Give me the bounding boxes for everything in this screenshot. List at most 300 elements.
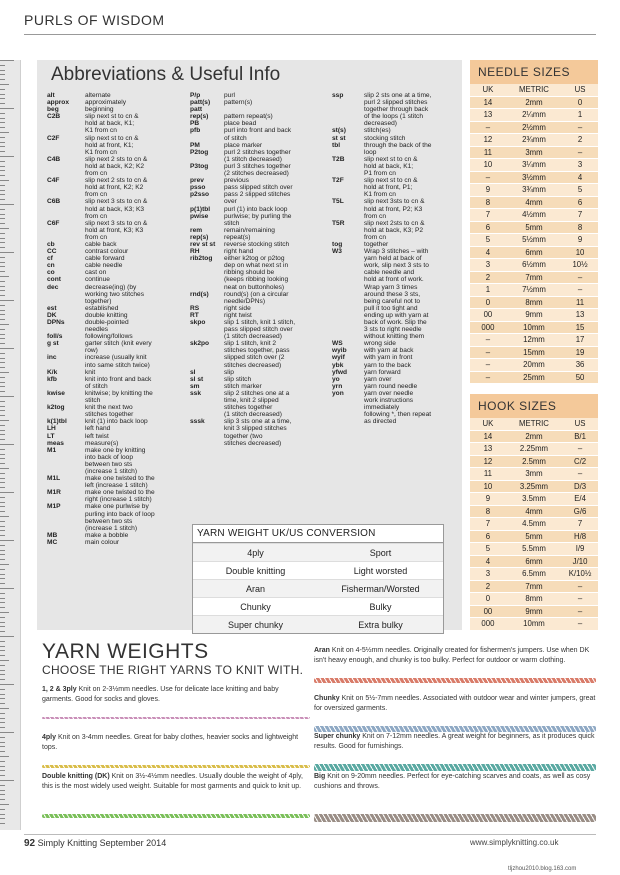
ruler-tick (0, 770, 5, 771)
abbr-term: T5L (332, 198, 344, 206)
ruler-tick (0, 70, 5, 71)
ruler-tick (0, 218, 5, 219)
abbr-entry (47, 433, 185, 440)
ruler-tick (0, 290, 5, 291)
table-row (470, 543, 598, 556)
ruler-tick (0, 569, 5, 570)
abbr-entry (47, 135, 185, 156)
page-number: 92 (24, 838, 36, 849)
column-header: US (574, 419, 586, 429)
ruler-tick (0, 358, 5, 359)
table-row (470, 493, 598, 506)
yarn-weight-description: Knit on 3-4mm needles. Great for baby clothes, heavier socks and lightweight tops. (42, 734, 299, 751)
abbr-entry (190, 149, 328, 163)
abbr-term: k(1)tbl (47, 418, 67, 426)
abbr-definition: left hand (85, 425, 111, 433)
table-cell: 2mm (525, 431, 543, 441)
table-cell: – (577, 469, 583, 479)
ruler-tick (0, 794, 5, 795)
table-row (470, 518, 598, 531)
ruler-tick (0, 506, 5, 507)
abbr-term: T2F (332, 177, 344, 185)
table-row (470, 259, 598, 272)
table-cell: 3.5mm (522, 494, 546, 504)
abbr-term: C2B (47, 113, 61, 121)
table-cell: 12mm (523, 335, 545, 345)
yarn-weight-name: Double knitting (DK) (42, 773, 110, 780)
ruler-tick (0, 94, 5, 95)
abbr-definition: slip next 2sts to cn & hold at back, K3; P2 from cn (364, 219, 425, 241)
yarn-weight-name: 4ply (42, 734, 57, 741)
abbr-definition: stocking stitch (364, 134, 406, 142)
table-cell: – (485, 347, 491, 357)
table-cell: – (577, 594, 583, 604)
ruler-tick (0, 247, 5, 248)
yarn-weight-description: Knit on 2-3½mm needles. Use for delicate lace knitting and baby garments. Good for socks and gloves. (42, 686, 279, 703)
abbr-definition: established (85, 304, 119, 312)
abbr-term: P2tog (190, 148, 209, 156)
table-cell: 4mm (525, 506, 543, 516)
abbr-entry (332, 390, 462, 397)
ruler-tick (0, 362, 5, 363)
table-cell: 9 (485, 494, 491, 504)
abbr-term: C2F (47, 134, 60, 142)
abbr-entry (47, 255, 185, 262)
table-row (470, 359, 598, 372)
table-cell: 5mm (525, 222, 543, 232)
table-cell: 10mm (523, 619, 545, 629)
yarn-weight-name: Chunky (314, 695, 340, 702)
abbr-definition: repeat(s) (224, 233, 251, 241)
abbr-term: PB (190, 120, 200, 128)
abbr-term: rev st st (190, 240, 216, 248)
yarn-weight-item (314, 732, 596, 751)
ruler-tick (0, 449, 5, 450)
table-cell: K/10½ (568, 569, 592, 579)
table-cell: 00 (483, 606, 493, 616)
ruler-tick (0, 118, 5, 119)
abbr-term: rib2tog (190, 255, 213, 263)
column-header: METRIC (519, 419, 549, 429)
table-cell: – (577, 444, 583, 454)
column-header: US (574, 85, 586, 95)
abbr-entry (47, 390, 185, 404)
abbr-term: sl st (190, 375, 204, 383)
abbr-definition: yarn round needle (364, 382, 418, 390)
ruler-tick (0, 530, 5, 531)
ruler-tick (0, 281, 5, 282)
yarn-weights-subtitle: CHOOSE THE RIGHT YARNS TO KNIT WITH. (42, 663, 304, 677)
ruler-tick (0, 65, 5, 66)
ruler-tick (0, 89, 5, 90)
abbr-definition: purl (224, 92, 235, 99)
table-cell: 10mm (523, 322, 545, 332)
abbr-term: rnd(s) (190, 290, 209, 298)
abbr-entry (47, 376, 185, 390)
ruler-tick (0, 689, 5, 690)
section-title: PURLS OF WISDOM (24, 12, 165, 28)
table-cell: 36 (575, 360, 585, 370)
ruler-tick (0, 631, 5, 632)
abbr-definition: slip next 2 sts to cn & hold at front, K2; K2 from cn (85, 177, 148, 199)
abbr-entry (47, 319, 185, 333)
abbr-definition: previous (224, 177, 249, 185)
ruler-tick (0, 463, 5, 464)
ruler-tick (0, 612, 9, 613)
table-row (470, 134, 598, 147)
abbr-definition: alternate (85, 92, 111, 99)
table-cell: 12 (483, 456, 493, 466)
yarn-weight-item (314, 772, 596, 791)
abbr-entry (190, 418, 328, 446)
table-row (470, 443, 598, 456)
abbr-definition: slip 1 stitch, knit 2 stitches together, pass slipped stitch over (2 stitches decreased) (224, 340, 290, 369)
ruler-tick (0, 204, 14, 205)
abbr-term: CC (47, 248, 57, 256)
abbr-definition: yarn over (364, 375, 392, 383)
abbr-entry (47, 248, 185, 255)
ruler-tick (0, 790, 5, 791)
table-cell: 8 (485, 197, 491, 207)
abbr-entry (190, 369, 328, 376)
abbr-entry (190, 390, 328, 418)
yarn-conversion-title: YARN WEIGHT UK/US CONVERSION (193, 525, 443, 543)
table-cell: 6mm (525, 247, 543, 257)
column-header: UK (482, 85, 494, 95)
yarn-strand-image (42, 765, 310, 768)
abbr-term: C6F (47, 219, 60, 227)
abbr-definition: slip next st to cn & hold at back, K1; K1 from cn (85, 113, 139, 135)
ruler-tick (0, 641, 5, 642)
hook-sizes-table (470, 394, 598, 631)
abbr-entry (332, 156, 462, 177)
abbr-entry (190, 227, 328, 234)
table-cell: 8 (485, 506, 491, 516)
abbr-term: sl (190, 368, 196, 376)
abbr-term: P/p (190, 92, 201, 99)
abbr-entry (47, 440, 185, 447)
ruler-tick (0, 180, 9, 181)
footer-website: www.simplyknitting.co.uk (470, 838, 559, 847)
uk-yarn-weight: Chunky (240, 601, 271, 612)
ruler-tick (0, 377, 5, 378)
ruler-tick (0, 722, 5, 723)
abbr-term: st(s) (332, 127, 346, 135)
table-cell: 2 (485, 581, 491, 591)
abbr-entry (332, 347, 462, 354)
yarn-weight-description: Knit on 4-5½mm needles. Originally created for fishermen's jumpers. Use when DK isn't heavy enough, and chunky is too bulky. Perfect for outdoor or warm clothing. (314, 647, 590, 664)
abbr-entry (190, 291, 328, 305)
table-row (470, 431, 598, 444)
ruler-tick (0, 737, 5, 738)
abbr-definition: cable forward (85, 255, 125, 263)
table-row (470, 581, 598, 594)
abbr-term: M1P (47, 503, 61, 511)
ruler-tick (0, 295, 5, 296)
table-cell: 4 (485, 556, 491, 566)
yarn-weight-description: Knit on 9-20mm needles. Perfect for eye-catching scarves and coats, as well as cosy cushions and throws. (314, 773, 591, 790)
ruler (0, 60, 21, 830)
ruler-tick (0, 276, 9, 277)
abbr-entry (332, 127, 462, 134)
ruler-tick (0, 478, 5, 479)
ruler-tick (0, 665, 5, 666)
table-cell: 6 (577, 197, 583, 207)
ruler-tick (0, 334, 5, 335)
table-cell: 3¼mm (522, 160, 546, 170)
table-row (470, 159, 598, 172)
column-header: METRIC (519, 85, 549, 95)
ruler-tick (0, 329, 5, 330)
ruler-tick (0, 262, 5, 263)
ruler-tick (0, 190, 5, 191)
table-cell: 50 (575, 372, 585, 382)
abbr-definition: slip 1 stitch, knit 1 stitch, pass slipped stitch over (1 stitch decreased) (224, 319, 296, 341)
ruler-tick (0, 588, 14, 589)
table-cell: 5 (485, 235, 491, 245)
abbr-term: kwise (47, 389, 65, 397)
ruler-tick (0, 650, 5, 651)
ruler-tick (0, 454, 5, 455)
table-cell: 6.5mm (522, 569, 546, 579)
abbr-definition: slip next 2 sts to cn & hold at back, K2; K2 from cn (85, 155, 148, 178)
table-cell: 4 (577, 172, 583, 182)
yarn-conversion-row (193, 561, 443, 579)
abbr-entry (47, 340, 185, 354)
abbr-entry (190, 120, 328, 127)
abbr-definition: yarn to the back (364, 361, 411, 369)
abbr-entry (332, 340, 462, 347)
ruler-tick (0, 98, 5, 99)
abbr-entry (190, 92, 328, 99)
abbr-term: psso (190, 184, 206, 192)
ruler-tick (0, 583, 5, 584)
ruler-tick (0, 497, 5, 498)
ruler-tick (0, 209, 5, 210)
table-cell: 10 (575, 247, 585, 257)
us-yarn-weight: Extra bulky (358, 619, 403, 630)
hook-sizes-title: HOOK SIZES (470, 394, 598, 418)
abbr-entry (332, 248, 462, 340)
ruler-tick (0, 324, 9, 325)
table-cell: 0 (577, 97, 583, 107)
table-cell: E/4 (574, 494, 586, 504)
table-cell: 19 (575, 347, 585, 357)
table-row (470, 234, 598, 247)
abbr-term: meas (47, 439, 64, 447)
table-cell: – (485, 360, 491, 370)
abbr-column-2 (190, 92, 328, 447)
abbr-definition: knit into front and back of stitch (85, 375, 152, 390)
table-row (470, 297, 598, 310)
abbr-definition: purl 2 stitches together (1 stitch decreased) (224, 148, 291, 163)
abbr-entry (47, 276, 185, 283)
abbr-definition: garter stitch (knit every row) (85, 340, 152, 355)
ruler-tick (0, 809, 5, 810)
table-cell: 20mm (523, 360, 545, 370)
abbr-entry (47, 220, 185, 241)
ruler-tick (0, 785, 5, 786)
abbr-definition: right twist (224, 311, 252, 319)
table-row (470, 147, 598, 160)
abbr-term: wyib (332, 347, 347, 355)
abbr-definition: approximately (85, 99, 127, 107)
ruler-tick (0, 228, 9, 229)
abbr-definition: pattern repeat(s) (224, 113, 273, 121)
abbr-definition: knit (85, 368, 96, 376)
abbr-entry (47, 418, 185, 425)
ruler-tick (0, 257, 5, 258)
abbr-entry (332, 397, 462, 425)
table-cell: 6 (485, 531, 491, 541)
abbr-definition: with yarn in front (364, 354, 413, 362)
abbr-definition: yarn over needle (364, 389, 414, 397)
abbr-term: C4F (47, 177, 60, 185)
abbr-term: T2B (332, 155, 345, 163)
ruler-tick (0, 458, 5, 459)
magazine-issue: Simply Knitting September 2014 (35, 838, 167, 848)
us-yarn-weight: Fisherman/Worsted (341, 583, 420, 594)
table-cell: – (577, 285, 583, 295)
table-cell: 11 (483, 147, 492, 157)
ruler-tick (0, 156, 14, 157)
abbr-definition (224, 106, 328, 113)
abbr-entry (190, 99, 328, 106)
abbr-definition: make one twisted to the right (increase 1 stitch) (85, 489, 155, 504)
abbr-entry (190, 305, 328, 312)
abbr-term: tbl (332, 141, 341, 149)
table-cell: – (577, 619, 583, 629)
ruler-tick (0, 554, 5, 555)
abbr-definition: continue (85, 276, 110, 284)
abbr-entry (47, 113, 185, 134)
abbr-term: p(1)tbl (190, 205, 211, 213)
ruler-tick (0, 391, 5, 392)
abbr-entry (190, 163, 328, 177)
ruler-tick (0, 353, 5, 354)
table-cell: 6 (485, 222, 491, 232)
table-cell: 5 (485, 544, 491, 554)
ruler-tick (0, 386, 5, 387)
yarn-strand-image (314, 678, 596, 683)
yarn-weight-item (314, 694, 596, 713)
abbr-term: st st (332, 134, 346, 142)
table-cell: 3½mm (522, 172, 546, 182)
ruler-tick (0, 175, 5, 176)
ruler-tick (0, 804, 9, 805)
table-cell: 13 (483, 444, 493, 454)
yarn-weight-name: Aran (314, 647, 330, 654)
abbr-definition: with yarn at back (364, 347, 414, 355)
table-cell: 5½mm (522, 235, 546, 245)
abbr-definition: place bead (224, 120, 257, 128)
ruler-tick (0, 559, 5, 560)
table-row (470, 97, 598, 110)
table-row (470, 456, 598, 469)
abbr-term: M1R (47, 489, 61, 497)
abbr-definition: reverse stocking stitch (224, 240, 290, 248)
abbr-term: foll/s (47, 333, 63, 341)
ruler-tick (0, 622, 5, 623)
ruler-tick (0, 146, 5, 147)
watermark: tljzhou2010.blog.163.com (508, 866, 577, 872)
uk-yarn-weight: Aran (245, 583, 265, 594)
ruler-tick (0, 214, 5, 215)
ruler-tick (0, 574, 5, 575)
table-cell: 9 (577, 235, 583, 245)
table-cell: 9mm (525, 606, 543, 616)
abbr-definition: main colour (85, 538, 120, 546)
table-cell: 8mm (525, 297, 543, 307)
abbr-entry (332, 135, 462, 142)
abbr-term: MB (47, 531, 58, 539)
table-cell: – (577, 581, 583, 591)
ruler-tick (0, 823, 5, 824)
abbr-definition: following/follows (85, 333, 133, 341)
abbr-definition: make one by knitting into back of loop between two sts (increase 1 stitch) (85, 446, 146, 475)
table-cell: 3¾mm (522, 185, 546, 195)
ruler-tick (0, 343, 5, 344)
table-cell: 2.5mm (522, 456, 546, 466)
table-cell: 14 (483, 431, 493, 441)
abbr-entry (47, 177, 185, 198)
table-cell: 000 (481, 619, 495, 629)
abbr-entry (190, 177, 328, 184)
table-cell: 11 (576, 297, 585, 307)
abbr-term: MC (47, 538, 58, 546)
abbreviations-panel (37, 60, 462, 630)
abbr-term: skpo (190, 319, 206, 326)
abbr-definition: remain/remaining (224, 226, 275, 234)
abbr-definition: round(s) (on a circular needle/DPNs) (224, 290, 289, 305)
abbr-entry (190, 106, 328, 113)
abbr-entry (47, 99, 185, 106)
table-cell: 3mm (525, 147, 543, 157)
ruler-tick (0, 410, 5, 411)
abbr-entry (190, 241, 328, 248)
abbr-definition: knit the next two stitches together (85, 404, 134, 419)
abbr-term: PM (190, 141, 200, 149)
abbr-definition: wrong side (364, 340, 396, 348)
abbr-term: k2tog (47, 404, 65, 412)
abbr-definition: through the back of the loop (364, 141, 432, 156)
table-cell: 15 (575, 322, 585, 332)
abbr-term (332, 397, 364, 425)
abbr-term: yrn (332, 382, 343, 390)
yarn-strand-image (42, 814, 310, 818)
abbr-definition: cable back (85, 240, 117, 248)
abbr-term: LH (47, 425, 56, 433)
uk-yarn-weight: Double knitting (225, 565, 286, 576)
table-row (470, 109, 598, 122)
abbr-entry (332, 92, 462, 127)
abbr-term: tog (332, 240, 343, 248)
ruler-tick (0, 238, 5, 239)
abbr-term: K/k (47, 368, 58, 376)
abbr-term: RT (190, 311, 199, 319)
abbr-definition: slip next st to cn & hold at front, P1; K1 from cn (364, 177, 418, 199)
table-cell: 3 (577, 160, 583, 170)
abbr-entry (190, 184, 328, 191)
table-cell: 7 (577, 519, 583, 529)
ruler-tick (0, 233, 5, 234)
abbr-entry (190, 191, 328, 205)
abbr-term: ssp (332, 92, 344, 99)
table-cell: 14 (483, 97, 493, 107)
table-row (470, 506, 598, 519)
abbr-term: prev (190, 177, 204, 185)
abbr-definition: make one twisted to the left (increase 1 stitch) (85, 475, 155, 490)
